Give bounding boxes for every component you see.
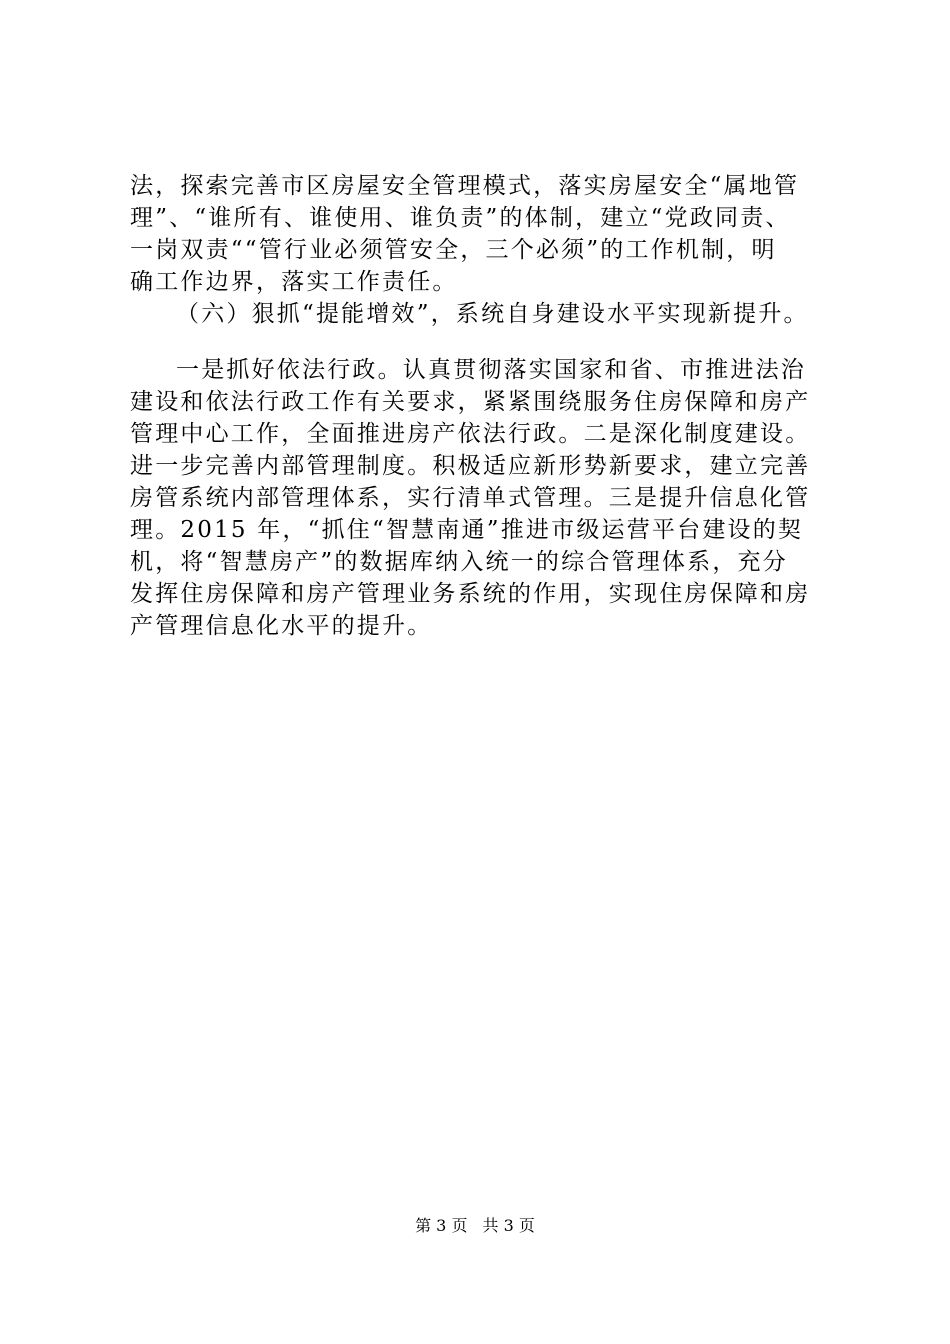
- paragraph-2-line-2: 建设和依法行政工作有关要求，紧紧围绕服务住房保障和房产: [130, 389, 811, 415]
- paragraph-2-line-6: 理。2015 年，“抓住“智慧南通”推进市级运营平台建设的契: [130, 517, 804, 543]
- page-number: 第 3 页: [415, 1216, 468, 1235]
- section-heading: （六）狠抓“提能增效”，系统自身建设水平实现新提升。: [176, 301, 809, 327]
- paragraph-2-line-9: 产管理信息化水平的提升。: [130, 613, 433, 639]
- paragraph-1-line-1: 法，探索完善市区房屋安全管理模式，落实房屋安全“属地管: [130, 173, 800, 199]
- paragraph-2-line-3: 管理中心工作，全面推进房产依法行政。二是深化制度建设。: [130, 421, 811, 447]
- paragraph-2-line-4: 进一步完善内部管理制度。积极适应新形势新要求，建立完善: [130, 453, 811, 479]
- paragraph-2-line-8: 发挥住房保障和房产管理业务系统的作用，实现住房保障和房: [130, 581, 811, 607]
- paragraph-spacer: [130, 330, 830, 354]
- body-text: [130, 170, 830, 642]
- page-footer: [0, 1214, 950, 1238]
- paragraph-2-line-5: 房管系统内部管理体系，实行清单式管理。三是提升信息化管: [130, 485, 811, 511]
- paragraph-2-line-1: 一是抓好依法行政。认真贯彻落实国家和省、市推进法治: [176, 357, 806, 383]
- paragraph-1-line-2: 理”、“谁所有、谁使用、谁负责”的体制，建立“党政同责、: [130, 205, 791, 231]
- page-total: 共 3 页: [482, 1216, 535, 1235]
- paragraph-2-line-7: 机，将“智慧房产”的数据库纳入统一的综合管理体系，充分: [130, 549, 788, 575]
- paragraph-1-line-3: 一岗双责““管行业必须管安全，三个必须”的工作机制，明: [130, 237, 777, 263]
- paragraph-1-line-4: 确工作边界，落实工作责任。: [130, 269, 458, 295]
